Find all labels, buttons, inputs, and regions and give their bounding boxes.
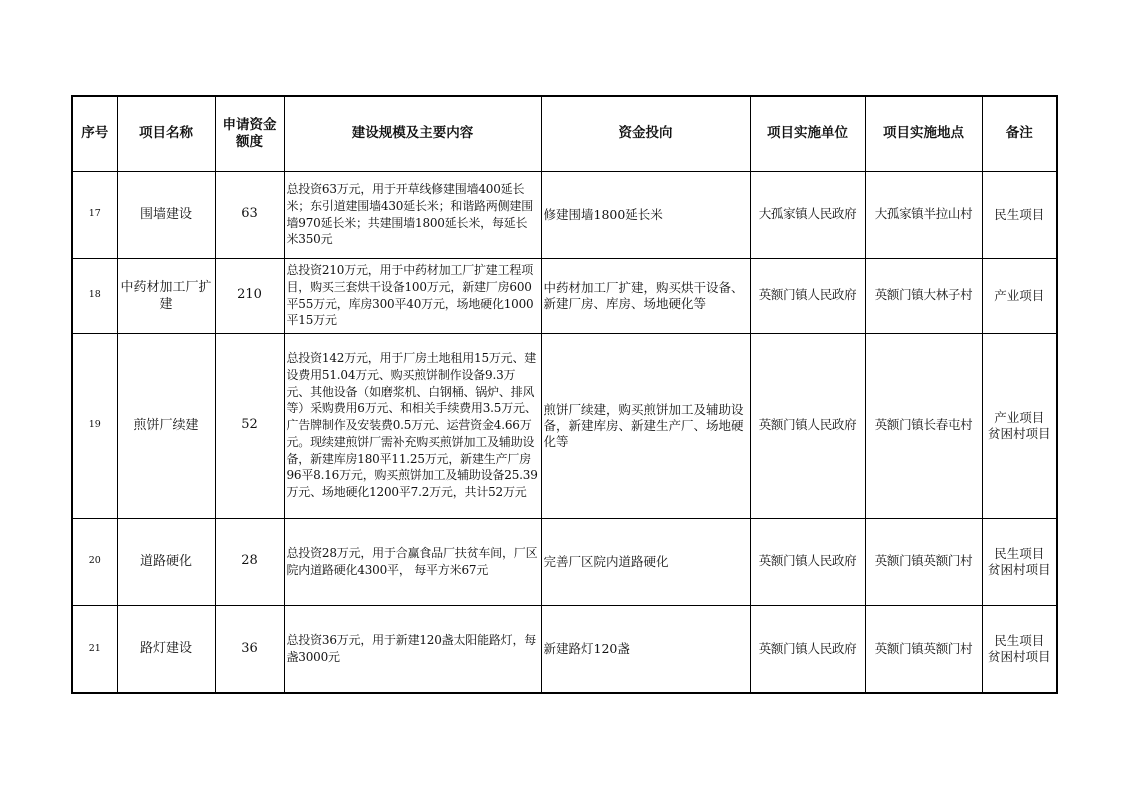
row-index: 20 (72, 518, 117, 605)
row-place: 大孤家镇半拉山村 (865, 171, 982, 258)
row-remark: 产业项目 贫困村项目 (982, 333, 1057, 518)
row-remark: 民生项目 贫困村项目 (982, 518, 1057, 605)
row-amount: 36 (215, 605, 284, 693)
row-index: 18 (72, 258, 117, 333)
header-place: 项目实施地点 (865, 96, 982, 171)
row-amount: 63 (215, 171, 284, 258)
row-place: 英额门镇英额门村 (865, 518, 982, 605)
row-index: 17 (72, 171, 117, 258)
header-remark: 备注 (982, 96, 1057, 171)
table-row (72, 518, 1057, 605)
header-amount: 申请资金额度 (215, 96, 284, 171)
table-row (72, 333, 1057, 518)
row-scale: 总投资36万元，用于新建120盏太阳能路灯，每盏3000元 (284, 605, 541, 693)
row-unit: 英额门镇人民政府 (750, 605, 865, 693)
row-index: 19 (72, 333, 117, 518)
row-amount: 28 (215, 518, 284, 605)
row-scale: 总投资210万元，用于中药材加工厂扩建工程项目，购买三套烘干设备100万元，新建厂房600平55万元，库房300平40万元，场地硬化1000平15万元 (284, 258, 541, 333)
header-index: 序号 (72, 96, 117, 171)
row-amount: 210 (215, 258, 284, 333)
project-table (71, 95, 1058, 694)
row-name: 煎饼厂续建 (117, 333, 215, 518)
row-fund: 新建路灯120盏 (541, 605, 750, 693)
row-scale: 总投资142万元，用于厂房土地租用15万元、建设费用51.04万元、购买煎饼制作设备9.3万元、其他设备（如磨浆机、白钢桶、锅炉、排风等）采购费用6万元、和相关手续费用3.5万元、广告牌制作及安装费0.5万元、运营资金4.66万元。现续建煎饼厂需补充购买煎饼加工及辅助设备，新建库房180平11.25万元，新建生产厂房96平8.16万元，购买煎饼加工及辅助设备25.39万元、场地硬化1200平7.2万元，共计52万元 (284, 333, 541, 518)
header-unit: 项目实施单位 (750, 96, 865, 171)
row-unit: 英额门镇人民政府 (750, 333, 865, 518)
row-scale: 总投资28万元，用于合赢食品厂扶贫车间，厂区院内道路硬化4300平， 每平方米67元 (284, 518, 541, 605)
row-scale: 总投资63万元，用于开草线修建围墙400延长米；东引道建围墙430延长米；和谐路两侧建围墙970延长米；共建围墙1800延长米，每延长米350元 (284, 171, 541, 258)
row-fund: 煎饼厂续建，购买煎饼加工及辅助设备，新建库房、新建生产厂、场地硬化等 (541, 333, 750, 518)
row-place: 英额门镇英额门村 (865, 605, 982, 693)
row-name: 道路硬化 (117, 518, 215, 605)
row-remark: 民生项目 贫困村项目 (982, 605, 1057, 693)
header-row (72, 96, 1057, 171)
table-row (72, 605, 1057, 693)
row-remark: 产业项目 (982, 258, 1057, 333)
row-unit: 英额门镇人民政府 (750, 258, 865, 333)
table-row (72, 171, 1057, 258)
header-fund: 资金投向 (541, 96, 750, 171)
row-fund: 中药材加工厂扩建，购买烘干设备、新建厂房、库房、场地硬化等 (541, 258, 750, 333)
row-unit: 大孤家镇人民政府 (750, 171, 865, 258)
row-amount: 52 (215, 333, 284, 518)
row-place: 英额门镇大林子村 (865, 258, 982, 333)
row-fund: 完善厂区院内道路硬化 (541, 518, 750, 605)
row-unit: 英额门镇人民政府 (750, 518, 865, 605)
header-scale: 建设规模及主要内容 (284, 96, 541, 171)
row-name: 路灯建设 (117, 605, 215, 693)
row-remark: 民生项目 (982, 171, 1057, 258)
row-index: 21 (72, 605, 117, 693)
row-name: 围墙建设 (117, 171, 215, 258)
row-fund: 修建围墙1800延长米 (541, 171, 750, 258)
table-row (72, 258, 1057, 333)
row-place: 英额门镇长春屯村 (865, 333, 982, 518)
header-name: 项目名称 (117, 96, 215, 171)
row-name: 中药材加工厂扩建 (117, 258, 215, 333)
